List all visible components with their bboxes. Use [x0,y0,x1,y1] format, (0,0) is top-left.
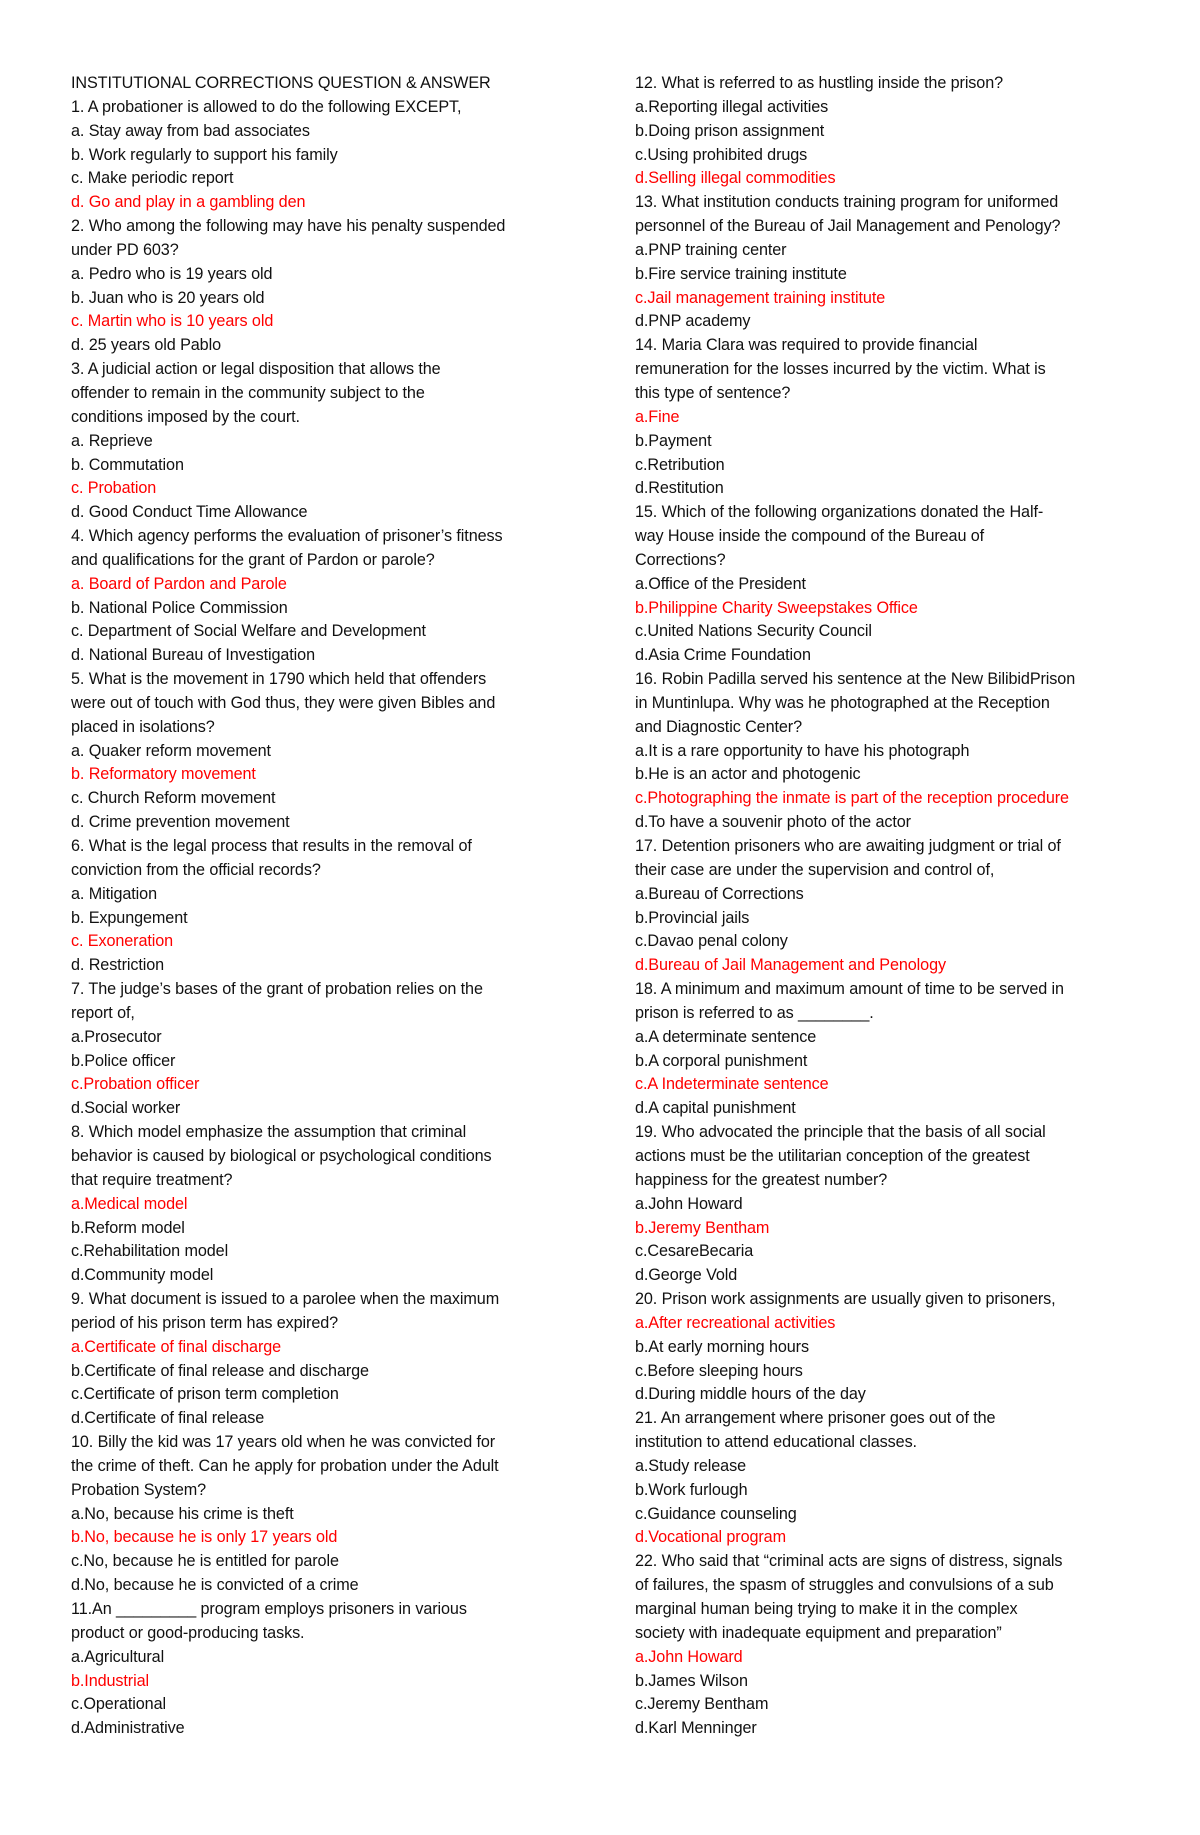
left-question-list [71,96,571,1741]
question-text-line: c.No, because he is entitled for parole [71,1552,339,1571]
right-column [635,72,1155,1741]
question-text-line: b. Work regularly to support his family [71,145,338,164]
question-text-line: 10. Billy the kid was 17 years old when he was convicted for [71,1433,496,1452]
question-text-line: 11.An _________ program employs prisoners in various [71,1600,467,1618]
question-text-line: institution to attend educational classes. [635,1433,917,1452]
question-text-line: 14. Maria Clara was required to provide financial [635,336,978,355]
question-text-line: 19. Who advocated the principle that the basis of all social [635,1123,1046,1142]
correct-answer-line: d.Vocational program [635,1528,786,1547]
question-text-line: b.Certificate of final release and discharge [71,1361,369,1380]
question-text-line: 18. A minimum and maximum amount of time to be served in [635,980,1064,999]
question-text-line: 6. What is the legal process that results in the removal of [71,837,472,855]
question-text-line: c.Using prohibited drugs [635,145,808,164]
question-text-line: conviction from the official records? [71,860,321,879]
question-text-line: c.CesareBecaria [635,1242,754,1261]
question-text-line: d.Community model [71,1266,214,1285]
question-text-line: a.Prosecutor [71,1027,162,1046]
question-text-line: b.Doing prison assignment [635,121,825,140]
question-text-line: a.No, because his crime is theft [71,1504,294,1523]
question-text-line: 16. Robin Padilla served his sentence at the New BilibidPrison [635,670,1076,689]
question-text-line: behavior is caused by biological or psychological conditions [71,1146,492,1165]
question-text-line: d. Good Conduct Time Allowance [71,503,308,522]
correct-answer-line: c.A Indeterminate sentence [635,1075,829,1094]
question-text-line: a.John Howard [635,1194,743,1213]
question-text-line: d.Karl Menninger [635,1719,757,1738]
question-text-line: and qualifications for the grant of Pardon or parole? [71,550,435,569]
correct-answer-line: c.Jail management training institute [635,288,886,307]
correct-answer-line: b. Reformatory movement [71,765,256,784]
question-text-line: a. Quaker reform movement [71,741,271,760]
question-text-line: product or good-producing tasks. [71,1623,305,1642]
question-text-line: c.Retribution [635,455,725,474]
question-text-line: a.Reporting illegal activities [635,97,829,116]
question-text-line: c.Before sleeping hours [635,1361,803,1380]
question-text-line: d.Social worker [71,1099,181,1118]
question-text-line: d.Administrative [71,1719,185,1738]
question-text-line: b.A corporal punishment [635,1051,808,1070]
question-text-line: a. Reprieve [71,431,153,450]
correct-answer-line: c. Martin who is 10 years old [71,312,274,331]
question-text-line: Corrections? [635,550,726,569]
question-text-line: a.Bureau of Corrections [635,884,804,903]
question-text-line: d.George Vold [635,1266,738,1285]
correct-answer-line: c. Exoneration [71,932,174,951]
question-text-line: of failures, the spasm of struggles and convulsions of a sub [635,1576,1054,1595]
correct-answer-line: a.Certificate of final discharge [71,1337,282,1356]
question-text-line: a.A determinate sentence [635,1027,817,1046]
question-text-line: d.PNP academy [635,312,751,331]
question-text-line: b.Police officer [71,1051,176,1070]
question-text-line: b.Provincial jails [635,908,750,927]
question-text-line: marginal human being trying to make it in the complex [635,1600,1018,1618]
correct-answer-line: b.Industrial [71,1671,149,1690]
question-text-line: personnel of the Bureau of Jail Management and Penology? [635,217,1061,236]
question-text-line: 21. An arrangement where prisoner goes out of the [635,1409,996,1428]
question-text-line: actions must be the utilitarian conception of the greatest [635,1146,1030,1165]
correct-answer-line: a.Fine [635,407,680,426]
question-text-line: 12. What is referred to as hustling inside the prison? [635,74,1004,92]
question-text-line: b.Payment [635,431,712,450]
question-text-line: 17. Detention prisoners who are awaiting judgment or trial of [635,837,1061,855]
question-text-line: remuneration for the losses incurred by the victim. What is [635,360,1046,379]
question-text-line: 13. What institution conducts training program for uniformed [635,193,1059,212]
question-text-line: the crime of theft. Can he apply for probation under the Adult [71,1456,499,1475]
question-text-line: a. Stay away from bad associates [71,121,310,140]
correct-answer-line: c.Probation officer [71,1075,200,1094]
question-text-line: b.At early morning hours [635,1337,809,1356]
question-text-line: d.To have a souvenir photo of the actor [635,813,911,832]
left-column [71,72,571,1741]
question-text-line: b. National Police Commission [71,598,288,617]
question-text-line: a.Office of the President [635,574,806,593]
question-text-line: placed in isolations? [71,717,215,736]
question-text-line: c.Davao penal colony [635,932,788,951]
question-text-line: 15. Which of the following organizations donated the Half- [635,503,1044,522]
right-question-list [635,72,1155,1741]
correct-answer-line: c.Photographing the inmate is part of the reception procedure [635,789,1069,808]
question-text-line: offender to remain in the community subject to the [71,383,425,402]
question-text-line: report of, [71,1003,135,1022]
question-text-line: 4. Which agency performs the evaluation of prisoner’s fitness [71,527,503,546]
question-text-line: a.Study release [635,1456,746,1475]
question-text-line: d.Restitution [635,479,724,498]
question-text-line: b.He is an actor and photogenic [635,765,861,784]
question-text-line: a.It is a rare opportunity to have his photograph [635,741,970,760]
question-text-line: a.Agricultural [71,1647,165,1666]
question-text-line: period of his prison term has expired? [71,1313,339,1332]
document-title: INSTITUTIONAL CORRECTIONS QUESTION & ANSWER [71,74,491,92]
question-text-line: Probation System? [71,1480,207,1499]
question-text-line: c.Certificate of prison term completion [71,1385,339,1404]
question-text-line: c.Rehabilitation model [71,1242,229,1261]
question-text-line: d. Crime prevention movement [71,813,290,832]
question-text-line: their case are under the supervision and control of, [635,860,995,879]
question-text-line: 7. The judge’s bases of the grant of probation relies on the [71,980,483,999]
correct-answer-line: d.Bureau of Jail Management and Penology [635,956,946,975]
question-text-line: 20. Prison work assignments are usually given to prisoners, [635,1290,1056,1309]
question-text-line: way House inside the compound of the Bureau of [635,527,985,546]
question-text-line: 3. A judicial action or legal disposition that allows the [71,360,441,379]
correct-answer-line: b.No, because he is only 17 years old [71,1528,338,1547]
correct-answer-line: d. Go and play in a gambling den [71,193,306,212]
question-text-line: b.Fire service training institute [635,264,847,283]
question-text-line: c. Department of Social Welfare and Development [71,622,426,641]
correct-answer-line: b.Jeremy Bentham [635,1218,770,1237]
correct-answer-line: c. Probation [71,479,157,498]
question-text-line: d.No, because he is convicted of a crime [71,1576,359,1595]
question-text-line: and Diagnostic Center? [635,717,802,736]
question-text-line: d. Restriction [71,956,165,975]
question-text-line: a. Mitigation [71,884,157,903]
question-text-line: c. Church Reform movement [71,789,276,808]
question-text-line: d. 25 years old Pablo [71,336,221,355]
correct-answer-line: a.After recreational activities [635,1313,836,1332]
question-text-line: 2. Who among the following may have his penalty suspended [71,217,506,236]
question-text-line: d.Asia Crime Foundation [635,646,811,665]
question-text-line: b. Juan who is 20 years old [71,288,265,307]
question-text-line: c.United Nations Security Council [635,622,872,641]
question-text-line: d. National Bureau of Investigation [71,646,315,665]
question-text-line: b.Work furlough [635,1480,748,1499]
question-text-line: under PD 603? [71,240,179,259]
correct-answer-line: a.Medical model [71,1194,188,1213]
question-text-line: a.PNP training center [635,240,787,259]
question-text-line: b. Commutation [71,455,184,474]
correct-answer-line: a. Board of Pardon and Parole [71,574,287,593]
question-text-line: that require treatment? [71,1170,233,1189]
question-text-line: were out of touch with God thus, they were given Bibles and [71,693,496,712]
question-text-line: c.Jeremy Bentham [635,1695,769,1714]
question-text-line: d.Certificate of final release [71,1409,265,1428]
question-text-line: c.Guidance counseling [635,1504,797,1523]
question-text-line: b. Expungement [71,908,188,927]
correct-answer-line: d.Selling illegal commodities [635,169,836,188]
question-text-line: 9. What document is issued to a parolee when the maximum [71,1290,500,1309]
question-text-line: prison is referred to as ________. [635,1003,874,1022]
question-text-line: 5. What is the movement in 1790 which held that offenders [71,670,487,689]
question-text-line: c.Operational [71,1695,166,1714]
question-text-line: 22. Who said that “criminal acts are signs of distress, signals [635,1552,1063,1571]
question-text-line: d.During middle hours of the day [635,1385,866,1404]
question-text-line: c. Make periodic report [71,169,234,188]
correct-answer-line: a.John Howard [635,1647,743,1666]
question-text-line: d.A capital punishment [635,1099,796,1118]
question-text-line: society with inadequate equipment and preparation” [635,1623,1002,1642]
question-text-line: a. Pedro who is 19 years old [71,264,273,283]
question-text-line: 1. A probationer is allowed to do the following EXCEPT, [71,97,462,116]
question-text-line: 8. Which model emphasize the assumption that criminal [71,1123,467,1142]
question-text-line: in Muntinlupa. Why was he photographed at the Reception [635,693,1050,712]
question-text-line: b.Reform model [71,1218,185,1237]
question-text-line: conditions imposed by the court. [71,407,300,426]
question-text-line: b.James Wilson [635,1671,748,1690]
question-text-line: this type of sentence? [635,383,791,402]
correct-answer-line: b.Philippine Charity Sweepstakes Office [635,598,918,617]
question-text-line: happiness for the greatest number? [635,1170,888,1189]
